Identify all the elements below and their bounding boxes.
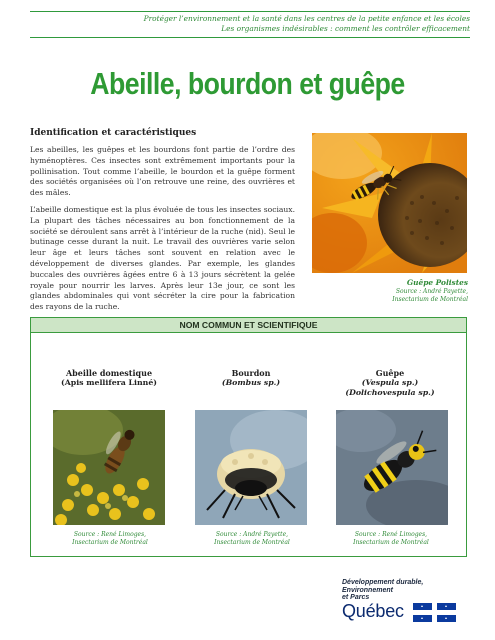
main-photo-source-line-1: Source : André Payette, bbox=[395, 288, 468, 295]
wasp-source-line-1: Source : René Limoges, bbox=[354, 531, 428, 538]
main-photo-source-line-2: Insectarium de Montréal bbox=[392, 296, 468, 303]
bumblebee-source-line-1: Source : André Payette, bbox=[215, 531, 289, 538]
honeybee-common-name: Abeille domestique bbox=[65, 368, 153, 378]
common-scientific-names-box bbox=[30, 317, 467, 557]
bumblebee-scientific-name bbox=[192, 378, 310, 388]
quebec-wordmark: Québec bbox=[342, 601, 404, 621]
polistes-wasp-photo bbox=[312, 133, 467, 273]
header-rule-bottom bbox=[30, 37, 470, 38]
main-photo-source bbox=[392, 288, 468, 304]
species-column-honeybee bbox=[50, 368, 168, 388]
ministry-line-2: Environnement bbox=[342, 586, 393, 594]
quebec-flag-icon bbox=[413, 603, 456, 622]
wasp-source-line-2: Insectarium de Montréal bbox=[353, 539, 429, 546]
bumblebee-photo bbox=[195, 410, 307, 525]
species-column-bumblebee bbox=[192, 368, 310, 388]
honeybee-photo bbox=[53, 410, 165, 525]
wasp-scientific-name-2-text: (Dolichovespula sp.) bbox=[345, 388, 435, 397]
section-heading: Identification et caractéristiques bbox=[30, 128, 197, 138]
wasp-scientific-name-1 bbox=[331, 378, 449, 388]
species-column-wasp bbox=[331, 368, 449, 398]
paragraph-2: L’abeille domestique est la plus évoluée de tous les insectes sociaux. La plupart des tâches nécessaires au bon fonctionnement de la société se déroulent sans arrêt à l’intérieur de la ruche (nid). Seul le butinage cesse durant la nuit. Le travail des ouvrières varie selon leur âge et leurs tâches sont souvent en relation avec le développement de diverses glandes. Par exemple, les glandes buccales des ouvrières âgées entre 6 à 13 jours sécrètent la gelée royale pour nourrir les larves. Après leur 13e jour, ce sont les glandes abdominales qui vont sécréter la cire pour la fabrication des rayons de la ruche. bbox=[30, 205, 295, 312]
honeybee-source-line-1: Source : René Limoges, bbox=[73, 531, 147, 538]
header-line-1: Protéger l’environnement et la santé dans les centres de la petite enfance et les écoles bbox=[143, 14, 470, 23]
bumblebee-source-line-2: Insectarium de Montréal bbox=[214, 539, 290, 546]
ministry-line-3: et Parcs bbox=[342, 594, 370, 601]
main-photo-caption: Guêpe Polistes bbox=[406, 278, 468, 287]
wasp-common-name: Guêpe bbox=[375, 368, 405, 378]
document-header bbox=[144, 14, 470, 34]
bumblebee-scientific-name-text: (Bombus sp.) bbox=[221, 378, 281, 387]
paragraph-1: Les abeilles, les guêpes et les bourdons font partie de l’ordre des hyménoptères. Ces insectes sont extrêmement importants pour la pollinisation. Tout comme l’abeille, le bourdon et la guêpe forment des sociétés organisées où l’on retrouve une reine, des ouvrières et des mâles. bbox=[30, 145, 295, 198]
ministry-name bbox=[342, 579, 423, 602]
honeybee-scientific-name: (Apis mellifera Linné) bbox=[61, 378, 157, 387]
header-rule-top bbox=[30, 11, 470, 12]
names-box-heading: NOM COMMUN ET SCIENTIFIQUE bbox=[31, 318, 466, 333]
bumblebee-common-name: Bourdon bbox=[231, 368, 271, 378]
wasp-photo bbox=[336, 410, 448, 525]
honeybee-source-line-2: Insectarium de Montréal bbox=[72, 539, 148, 546]
page-title: Abeille, bourdon et guêpe bbox=[90, 66, 405, 101]
header-line-2: Les organismes indésirables : comment les contrôler efficacement bbox=[221, 24, 470, 33]
wasp-scientific-name-2 bbox=[331, 388, 449, 398]
wasp-photo-source bbox=[332, 531, 450, 547]
wasp-scientific-name-1-text: (Vespula sp.) bbox=[361, 378, 419, 387]
ministry-line-1: Développement durable, bbox=[342, 579, 424, 586]
bumblebee-photo-source bbox=[193, 531, 311, 547]
honeybee-photo-source bbox=[51, 531, 169, 547]
